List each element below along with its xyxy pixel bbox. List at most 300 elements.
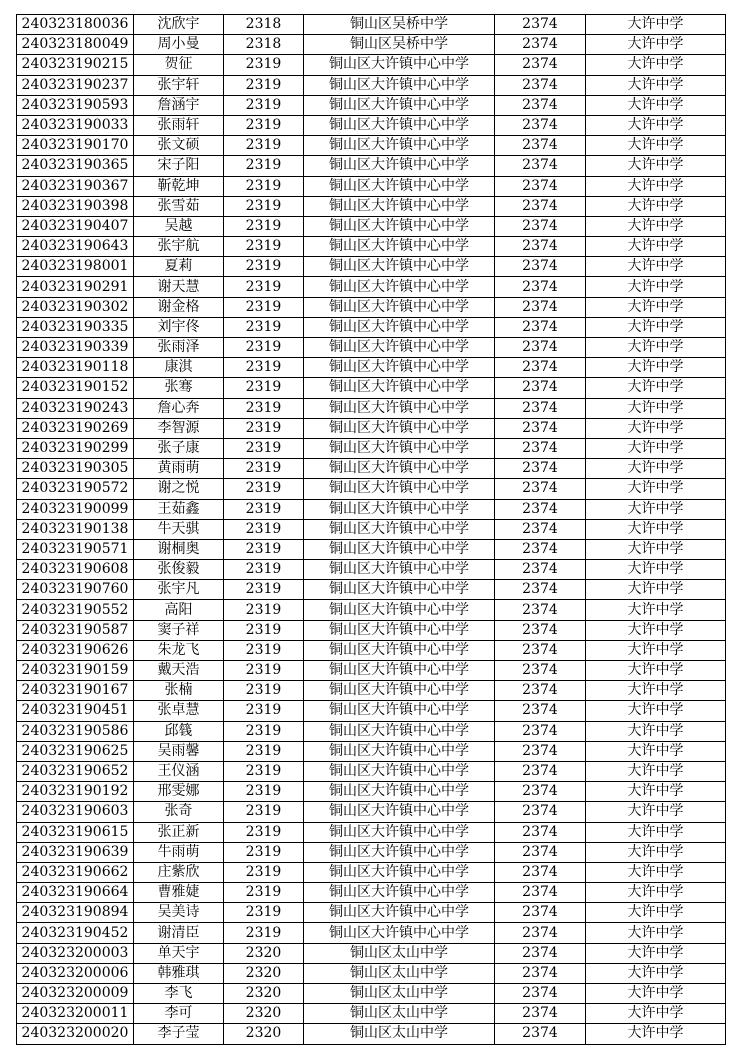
target-school-cell: 大许中学 <box>586 741 726 761</box>
target-school-cell: 大许中学 <box>586 782 726 802</box>
target-code-cell: 2374 <box>495 822 586 842</box>
school-code-cell: 2319 <box>224 95 304 115</box>
school-name-cell: 铜山区大许镇中心中学 <box>304 923 495 943</box>
table-row <box>17 681 726 701</box>
school-name-cell: 铜山区大许镇中心中学 <box>304 378 495 398</box>
target-code-cell: 2374 <box>495 923 586 943</box>
target-school-cell: 大许中学 <box>586 701 726 721</box>
student-name-cell: 张文硕 <box>134 136 224 156</box>
target-school-cell: 大许中学 <box>586 499 726 519</box>
target-code-cell: 2374 <box>495 55 586 75</box>
target-code-cell: 2374 <box>495 398 586 418</box>
student-id-cell: 240323190138 <box>17 519 134 539</box>
table-row <box>17 479 726 499</box>
student-id-cell: 240323190367 <box>17 176 134 196</box>
student-id-cell: 240323190894 <box>17 903 134 923</box>
student-id-cell: 240323190167 <box>17 681 134 701</box>
target-school-cell: 大许中学 <box>586 640 726 660</box>
school-code-cell: 2319 <box>224 741 304 761</box>
target-code-cell: 2374 <box>495 984 586 1004</box>
target-school-cell: 大许中学 <box>586 358 726 378</box>
table-row <box>17 721 726 741</box>
school-name-cell: 铜山区大许镇中心中学 <box>304 883 495 903</box>
school-code-cell: 2319 <box>224 499 304 519</box>
table-row <box>17 115 726 135</box>
student-name-cell: 吴雨馨 <box>134 741 224 761</box>
student-id-cell: 240323190099 <box>17 499 134 519</box>
table-row <box>17 842 726 862</box>
student-name-cell: 张雪茹 <box>134 196 224 216</box>
school-code-cell: 2319 <box>224 459 304 479</box>
student-id-cell: 240323190652 <box>17 761 134 781</box>
table-row <box>17 297 726 317</box>
school-name-cell: 铜山区大许镇中心中学 <box>304 75 495 95</box>
school-code-cell: 2319 <box>224 136 304 156</box>
student-id-cell: 240323190586 <box>17 721 134 741</box>
school-name-cell: 铜山区大许镇中心中学 <box>304 903 495 923</box>
table-row <box>17 257 726 277</box>
school-name-cell: 铜山区大许镇中心中学 <box>304 136 495 156</box>
school-code-cell: 2319 <box>224 842 304 862</box>
table-body <box>17 15 726 1045</box>
school-code-cell: 2320 <box>224 963 304 983</box>
table-row <box>17 216 726 236</box>
school-name-cell: 铜山区大许镇中心中学 <box>304 661 495 681</box>
table-row <box>17 499 726 519</box>
target-school-cell: 大许中学 <box>586 943 726 963</box>
school-name-cell: 铜山区大许镇中心中学 <box>304 338 495 358</box>
student-id-cell: 240323190243 <box>17 398 134 418</box>
school-code-cell: 2318 <box>224 35 304 55</box>
school-name-cell: 铜山区大许镇中心中学 <box>304 519 495 539</box>
table-row <box>17 761 726 781</box>
table-row <box>17 1004 726 1024</box>
target-school-cell: 大许中学 <box>586 176 726 196</box>
school-name-cell: 铜山区大许镇中心中学 <box>304 176 495 196</box>
table-row <box>17 15 726 35</box>
school-code-cell: 2319 <box>224 297 304 317</box>
student-name-cell: 詹涵宇 <box>134 95 224 115</box>
school-code-cell: 2319 <box>224 782 304 802</box>
student-id-cell: 240323190615 <box>17 822 134 842</box>
school-code-cell: 2319 <box>224 418 304 438</box>
table-row <box>17 963 726 983</box>
school-name-cell: 铜山区大许镇中心中学 <box>304 479 495 499</box>
student-name-cell: 李可 <box>134 1004 224 1024</box>
target-code-cell: 2374 <box>495 156 586 176</box>
table-row <box>17 156 726 176</box>
school-code-cell: 2320 <box>224 1024 304 1044</box>
table-row <box>17 600 726 620</box>
school-code-cell: 2319 <box>224 479 304 499</box>
student-id-cell: 240323190302 <box>17 297 134 317</box>
target-school-cell: 大许中学 <box>586 196 726 216</box>
school-code-cell: 2319 <box>224 196 304 216</box>
target-school-cell: 大许中学 <box>586 277 726 297</box>
student-name-cell: 谢金格 <box>134 297 224 317</box>
target-code-cell: 2374 <box>495 317 586 337</box>
target-school-cell: 大许中学 <box>586 923 726 943</box>
target-school-cell: 大许中学 <box>586 984 726 1004</box>
student-name-cell: 高阳 <box>134 600 224 620</box>
target-school-cell: 大许中学 <box>586 620 726 640</box>
student-name-cell: 黄雨萌 <box>134 459 224 479</box>
student-id-cell: 240323190625 <box>17 741 134 761</box>
school-name-cell: 铜山区大许镇中心中学 <box>304 317 495 337</box>
school-code-cell: 2318 <box>224 15 304 35</box>
student-id-cell: 240323200009 <box>17 984 134 1004</box>
student-id-cell: 240323200011 <box>17 1004 134 1024</box>
student-id-cell: 240323190335 <box>17 317 134 337</box>
target-code-cell: 2374 <box>495 75 586 95</box>
target-code-cell: 2374 <box>495 1004 586 1024</box>
school-name-cell: 铜山区大许镇中心中学 <box>304 95 495 115</box>
school-code-cell: 2319 <box>224 802 304 822</box>
target-school-cell: 大许中学 <box>586 95 726 115</box>
student-id-cell: 240323190215 <box>17 55 134 75</box>
target-code-cell: 2374 <box>495 883 586 903</box>
target-code-cell: 2374 <box>495 963 586 983</box>
student-name-cell: 张正新 <box>134 822 224 842</box>
table-row <box>17 317 726 337</box>
student-name-cell: 谢清臣 <box>134 923 224 943</box>
school-code-cell: 2319 <box>224 519 304 539</box>
table-row <box>17 519 726 539</box>
table-row <box>17 640 726 660</box>
student-id-cell: 240323190339 <box>17 338 134 358</box>
table-row <box>17 237 726 257</box>
school-code-cell: 2319 <box>224 600 304 620</box>
school-code-cell: 2319 <box>224 438 304 458</box>
school-name-cell: 铜山区大许镇中心中学 <box>304 237 495 257</box>
target-code-cell: 2374 <box>495 761 586 781</box>
target-school-cell: 大许中学 <box>586 519 726 539</box>
school-name-cell: 铜山区大许镇中心中学 <box>304 701 495 721</box>
target-code-cell: 2374 <box>495 15 586 35</box>
target-code-cell: 2374 <box>495 95 586 115</box>
table-row <box>17 418 726 438</box>
target-code-cell: 2374 <box>495 802 586 822</box>
student-id-cell: 240323200003 <box>17 943 134 963</box>
target-code-cell: 2374 <box>495 479 586 499</box>
table-row <box>17 701 726 721</box>
student-id-cell: 240323190603 <box>17 802 134 822</box>
school-name-cell: 铜山区大许镇中心中学 <box>304 721 495 741</box>
table-row <box>17 398 726 418</box>
target-school-cell: 大许中学 <box>586 822 726 842</box>
school-code-cell: 2319 <box>224 761 304 781</box>
target-code-cell: 2374 <box>495 842 586 862</box>
student-id-cell: 240323190451 <box>17 701 134 721</box>
school-code-cell: 2319 <box>224 338 304 358</box>
student-name-cell: 张雨轩 <box>134 115 224 135</box>
school-name-cell: 铜山区太山中学 <box>304 1004 495 1024</box>
school-code-cell: 2319 <box>224 701 304 721</box>
target-code-cell: 2374 <box>495 358 586 378</box>
target-code-cell: 2374 <box>495 438 586 458</box>
table-row <box>17 903 726 923</box>
target-code-cell: 2374 <box>495 459 586 479</box>
target-school-cell: 大许中学 <box>586 560 726 580</box>
school-code-cell: 2319 <box>224 681 304 701</box>
school-name-cell: 铜山区大许镇中心中学 <box>304 741 495 761</box>
target-code-cell: 2374 <box>495 257 586 277</box>
table-row <box>17 862 726 882</box>
target-code-cell: 2374 <box>495 115 586 135</box>
target-code-cell: 2374 <box>495 136 586 156</box>
student-id-cell: 240323190305 <box>17 459 134 479</box>
target-code-cell: 2374 <box>495 539 586 559</box>
student-name-cell: 曹雅婕 <box>134 883 224 903</box>
target-code-cell: 2374 <box>495 277 586 297</box>
student-id-cell: 240323190118 <box>17 358 134 378</box>
student-name-cell: 周小曼 <box>134 35 224 55</box>
student-id-cell: 240323190552 <box>17 600 134 620</box>
student-name-cell: 夏莉 <box>134 257 224 277</box>
target-school-cell: 大许中学 <box>586 903 726 923</box>
table-row <box>17 358 726 378</box>
target-school-cell: 大许中学 <box>586 297 726 317</box>
target-code-cell: 2374 <box>495 35 586 55</box>
target-school-cell: 大许中学 <box>586 378 726 398</box>
table-row <box>17 55 726 75</box>
student-name-cell: 宋子阳 <box>134 156 224 176</box>
target-school-cell: 大许中学 <box>586 136 726 156</box>
school-name-cell: 铜山区太山中学 <box>304 943 495 963</box>
target-school-cell: 大许中学 <box>586 55 726 75</box>
student-name-cell: 张楠 <box>134 681 224 701</box>
target-school-cell: 大许中学 <box>586 216 726 236</box>
school-code-cell: 2320 <box>224 984 304 1004</box>
school-name-cell: 铜山区大许镇中心中学 <box>304 580 495 600</box>
student-id-cell: 240323180036 <box>17 15 134 35</box>
student-name-cell: 张骞 <box>134 378 224 398</box>
table-row <box>17 943 726 963</box>
school-name-cell: 铜山区大许镇中心中学 <box>304 802 495 822</box>
table-row <box>17 438 726 458</box>
table-row <box>17 176 726 196</box>
target-code-cell: 2374 <box>495 338 586 358</box>
target-code-cell: 2374 <box>495 862 586 882</box>
school-name-cell: 铜山区大许镇中心中学 <box>304 398 495 418</box>
school-code-cell: 2319 <box>224 862 304 882</box>
target-school-cell: 大许中学 <box>586 479 726 499</box>
student-name-cell: 邱篯 <box>134 721 224 741</box>
school-name-cell: 铜山区大许镇中心中学 <box>304 782 495 802</box>
table-row <box>17 459 726 479</box>
school-name-cell: 铜山区太山中学 <box>304 963 495 983</box>
school-name-cell: 铜山区吴桥中学 <box>304 35 495 55</box>
school-name-cell: 铜山区大许镇中心中学 <box>304 115 495 135</box>
student-id-cell: 240323190407 <box>17 216 134 236</box>
target-school-cell: 大许中学 <box>586 156 726 176</box>
student-name-cell: 谢之悦 <box>134 479 224 499</box>
school-name-cell: 铜山区大许镇中心中学 <box>304 55 495 75</box>
school-code-cell: 2320 <box>224 1004 304 1024</box>
school-code-cell: 2319 <box>224 156 304 176</box>
school-code-cell: 2319 <box>224 257 304 277</box>
school-code-cell: 2319 <box>224 317 304 337</box>
target-school-cell: 大许中学 <box>586 681 726 701</box>
student-id-cell: 240323190572 <box>17 479 134 499</box>
school-name-cell: 铜山区太山中学 <box>304 984 495 1004</box>
target-school-cell: 大许中学 <box>586 438 726 458</box>
student-name-cell: 韩雅琪 <box>134 963 224 983</box>
target-school-cell: 大许中学 <box>586 721 726 741</box>
student-name-cell: 王茹鑫 <box>134 499 224 519</box>
target-school-cell: 大许中学 <box>586 237 726 257</box>
target-code-cell: 2374 <box>495 903 586 923</box>
student-id-cell: 240323190626 <box>17 640 134 660</box>
school-name-cell: 铜山区大许镇中心中学 <box>304 640 495 660</box>
school-name-cell: 铜山区太山中学 <box>304 1024 495 1044</box>
table-row <box>17 136 726 156</box>
table-row <box>17 1024 726 1044</box>
target-school-cell: 大许中学 <box>586 15 726 35</box>
student-name-cell: 张宇轩 <box>134 75 224 95</box>
student-name-cell: 张宇航 <box>134 237 224 257</box>
table-row <box>17 539 726 559</box>
school-name-cell: 铜山区大许镇中心中学 <box>304 539 495 559</box>
target-school-cell: 大许中学 <box>586 862 726 882</box>
target-school-cell: 大许中学 <box>586 963 726 983</box>
school-name-cell: 铜山区大许镇中心中学 <box>304 842 495 862</box>
target-code-cell: 2374 <box>495 580 586 600</box>
target-code-cell: 2374 <box>495 701 586 721</box>
table-row <box>17 984 726 1004</box>
table-row <box>17 741 726 761</box>
table-row <box>17 620 726 640</box>
target-school-cell: 大许中学 <box>586 75 726 95</box>
school-code-cell: 2319 <box>224 55 304 75</box>
student-name-cell: 靳乾坤 <box>134 176 224 196</box>
student-name-cell: 朱龙飞 <box>134 640 224 660</box>
student-name-cell: 李智源 <box>134 418 224 438</box>
target-code-cell: 2374 <box>495 519 586 539</box>
school-name-cell: 铜山区大许镇中心中学 <box>304 560 495 580</box>
student-id-cell: 240323190159 <box>17 661 134 681</box>
school-name-cell: 铜山区大许镇中心中学 <box>304 681 495 701</box>
student-id-cell: 240323190662 <box>17 862 134 882</box>
table-row <box>17 802 726 822</box>
target-school-cell: 大许中学 <box>586 418 726 438</box>
school-code-cell: 2319 <box>224 237 304 257</box>
student-id-cell: 240323190365 <box>17 156 134 176</box>
target-code-cell: 2374 <box>495 741 586 761</box>
school-name-cell: 铜山区大许镇中心中学 <box>304 600 495 620</box>
target-school-cell: 大许中学 <box>586 661 726 681</box>
target-school-cell: 大许中学 <box>586 600 726 620</box>
school-name-cell: 铜山区大许镇中心中学 <box>304 418 495 438</box>
table-row <box>17 35 726 55</box>
school-code-cell: 2320 <box>224 943 304 963</box>
target-code-cell: 2374 <box>495 297 586 317</box>
school-code-cell: 2319 <box>224 115 304 135</box>
school-code-cell: 2319 <box>224 640 304 660</box>
student-name-cell: 单天宇 <box>134 943 224 963</box>
student-id-cell: 240323190152 <box>17 378 134 398</box>
school-name-cell: 铜山区大许镇中心中学 <box>304 277 495 297</box>
school-code-cell: 2319 <box>224 176 304 196</box>
table-row <box>17 560 726 580</box>
target-school-cell: 大许中学 <box>586 539 726 559</box>
table-row <box>17 782 726 802</box>
student-name-cell: 谢天慧 <box>134 277 224 297</box>
school-code-cell: 2319 <box>224 721 304 741</box>
student-id-cell: 240323190237 <box>17 75 134 95</box>
student-name-cell: 庄紫欣 <box>134 862 224 882</box>
student-id-cell: 240323190593 <box>17 95 134 115</box>
student-name-cell: 张宇凡 <box>134 580 224 600</box>
target-school-cell: 大许中学 <box>586 761 726 781</box>
school-name-cell: 铜山区大许镇中心中学 <box>304 438 495 458</box>
school-code-cell: 2319 <box>224 923 304 943</box>
student-id-cell: 240323190664 <box>17 883 134 903</box>
table-row <box>17 923 726 943</box>
school-code-cell: 2319 <box>224 216 304 236</box>
student-id-cell: 240323190291 <box>17 277 134 297</box>
target-code-cell: 2374 <box>495 661 586 681</box>
target-school-cell: 大许中学 <box>586 115 726 135</box>
target-school-cell: 大许中学 <box>586 883 726 903</box>
table-row <box>17 95 726 115</box>
table-row <box>17 378 726 398</box>
student-name-cell: 张雨泽 <box>134 338 224 358</box>
school-name-cell: 铜山区大许镇中心中学 <box>304 297 495 317</box>
target-code-cell: 2374 <box>495 721 586 741</box>
student-id-cell: 240323190571 <box>17 539 134 559</box>
school-name-cell: 铜山区大许镇中心中学 <box>304 156 495 176</box>
target-school-cell: 大许中学 <box>586 398 726 418</box>
target-code-cell: 2374 <box>495 196 586 216</box>
school-code-cell: 2319 <box>224 822 304 842</box>
school-code-cell: 2319 <box>224 883 304 903</box>
student-id-cell: 240323190398 <box>17 196 134 216</box>
target-school-cell: 大许中学 <box>586 580 726 600</box>
student-name-cell: 张俊毅 <box>134 560 224 580</box>
student-id-cell: 240323180049 <box>17 35 134 55</box>
school-name-cell: 铜山区大许镇中心中学 <box>304 257 495 277</box>
student-id-cell: 240323190452 <box>17 923 134 943</box>
student-name-cell: 吴美诗 <box>134 903 224 923</box>
target-school-cell: 大许中学 <box>586 338 726 358</box>
student-name-cell: 贺征 <box>134 55 224 75</box>
student-name-cell: 詹心奔 <box>134 398 224 418</box>
student-name-cell: 吴越 <box>134 216 224 236</box>
table-row <box>17 883 726 903</box>
student-id-cell: 240323190643 <box>17 237 134 257</box>
student-id-cell: 240323190170 <box>17 136 134 156</box>
school-name-cell: 铜山区大许镇中心中学 <box>304 822 495 842</box>
school-code-cell: 2319 <box>224 75 304 95</box>
school-code-cell: 2319 <box>224 358 304 378</box>
student-name-cell: 张子康 <box>134 438 224 458</box>
target-school-cell: 大许中学 <box>586 459 726 479</box>
student-id-cell: 240323190760 <box>17 580 134 600</box>
target-code-cell: 2374 <box>495 620 586 640</box>
target-code-cell: 2374 <box>495 681 586 701</box>
student-name-cell: 牛天骐 <box>134 519 224 539</box>
student-id-cell: 240323200020 <box>17 1024 134 1044</box>
student-id-cell: 240323190587 <box>17 620 134 640</box>
table-row <box>17 196 726 216</box>
target-code-cell: 2374 <box>495 560 586 580</box>
table-row <box>17 661 726 681</box>
student-name-cell: 李飞 <box>134 984 224 1004</box>
target-code-cell: 2374 <box>495 782 586 802</box>
target-code-cell: 2374 <box>495 1024 586 1044</box>
student-id-cell: 240323200006 <box>17 963 134 983</box>
